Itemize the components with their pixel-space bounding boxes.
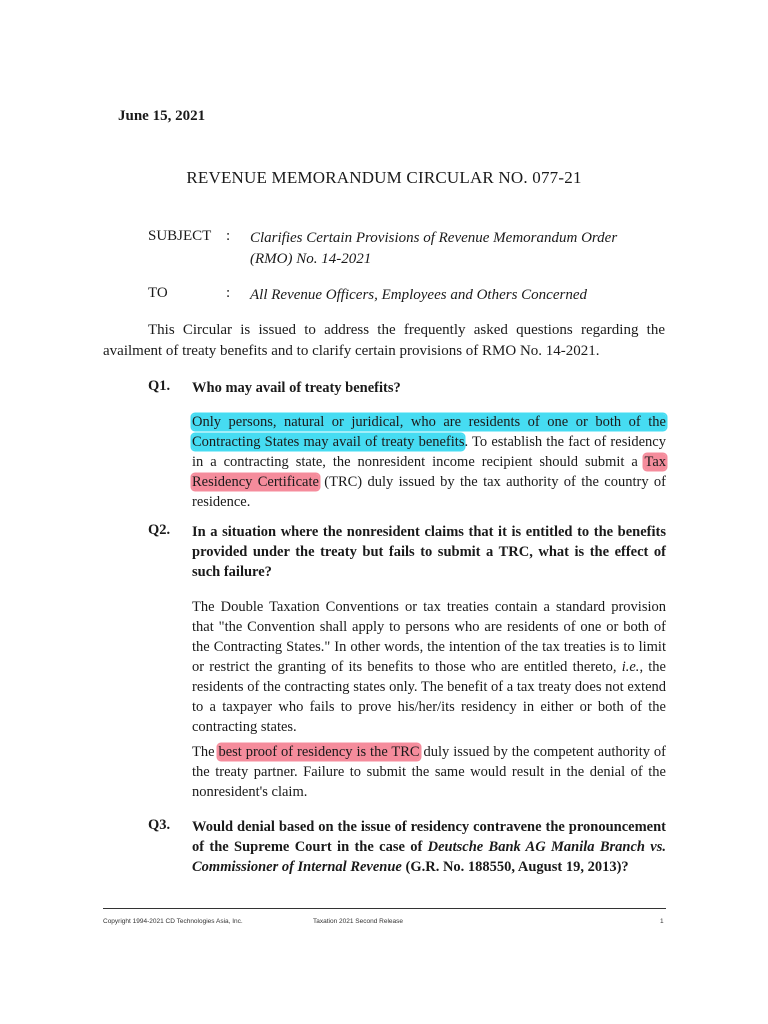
q2-p1-text-b: , the residents of the contracting states only. The benefit of a tax treaty does not extend to a taxpayer who fails to prove his/her/its residency in either or both of the contracting states.	[192, 659, 666, 735]
subject-colon: :	[226, 228, 231, 244]
to-label: TO	[148, 285, 168, 301]
q1-question: Who may avail of treaty benefits?	[192, 380, 401, 396]
q2-paragraph-2	[192, 742, 666, 802]
q2-highlight-best-proof: best proof of residency is the TRC	[218, 744, 420, 760]
footer-page-number: 1	[660, 918, 664, 925]
q2-paragraph-1	[192, 597, 666, 737]
q2-p1-ie: i.e.	[621, 659, 640, 675]
subject-label: SUBJECT	[148, 228, 212, 244]
q3-question	[192, 817, 666, 877]
subject-line-1: Clarifies Certain Provisions of Revenue Memorandum Order	[250, 230, 618, 246]
intro-paragraph: This Circular is issued to address the frequently asked questions regarding the availment of treaty benefits and to clarify certain provisions of RMO No. 14-2021.	[103, 322, 665, 359]
to-value: All Revenue Officers, Employees and Others Concerned	[250, 287, 587, 303]
q3-text-b: (G.R. No. 188550, August 19, 2013)?	[401, 859, 629, 875]
q3-text-a: Would denial based on the issue of residency contravene the pronouncement of the Supreme Court in the case of	[192, 819, 666, 855]
document-title: REVENUE MEMORANDUM CIRCULAR NO. 077-21	[186, 168, 582, 187]
q1-answer	[192, 412, 666, 512]
q1-highlight-residents: Only persons, natural or juridical, who are residents of one or both of the Contracting States may avail of treaty benefits	[192, 414, 666, 450]
subject-line-2: (RMO) No. 14-2021	[250, 251, 372, 267]
q1-number: Q1.	[148, 378, 171, 394]
q1-highlight-trc: Tax Residency Certificate	[192, 454, 666, 490]
q3-number: Q3.	[148, 817, 171, 833]
document-date: June 15, 2021	[118, 108, 206, 124]
q1-answer-text-2: (TRC) duly issued by the tax authority of the country of residence.	[192, 474, 666, 510]
q2-p2-text-a: The	[192, 744, 219, 760]
q1-answer-text-1: . To establish the fact of residency in a contracting state, the nonresident income recipient should submit a	[192, 434, 666, 470]
q2-question: In a situation where the nonresident claims that it is entitled to the benefits provided under the treaty but fails to submit a TRC, what is the effect of such failure?	[192, 524, 666, 580]
q2-p2-text-b: duly issued by the competent authority of the treaty partner. Failure to submit the same would result in the denial of the nonresident's claim.	[192, 744, 666, 800]
footer-copyright: Copyright 1994-2021 CD Technologies Asia, Inc.	[103, 918, 243, 925]
q3-case-name: Deutsche Bank AG Manila Branch vs. Commissioner of Internal Revenue	[192, 839, 667, 875]
q2-number: Q2.	[148, 522, 171, 538]
to-colon: :	[226, 285, 231, 301]
q2-p1-text-a: The Double Taxation Conventions or tax treaties contain a standard provision that "the Convention shall apply to persons who are residents of one or both of the Contracting States." In other words, the intention of the tax treaties is to limit or restrict the granting of its benefits to those who are entitled thereto,	[192, 599, 666, 675]
footer-rule	[103, 908, 666, 909]
footer-release: Taxation 2021 Second Release	[313, 918, 403, 925]
subject-value	[250, 228, 670, 270]
